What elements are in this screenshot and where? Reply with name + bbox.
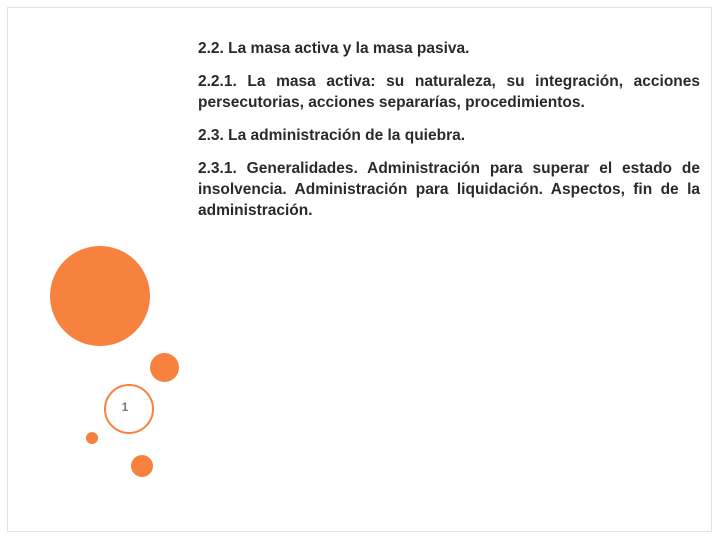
heading-2-2: 2.2. La masa activa y la masa pasiva.: [198, 40, 470, 57]
paragraph-2-2-1: 2.2.1. La masa activa: su naturaleza, su integración, acciones persecutorias, acciones separarías, procedimientos.: [198, 73, 700, 111]
page-number: 1: [121, 400, 129, 414]
heading-2-3: 2.3. La administración de la quiebra.: [198, 127, 466, 144]
decorative-circle-small: [131, 455, 153, 477]
paragraph-2-3-1: 2.3.1. Generalidades. Administración para superar el estado de insolvencia. Administración para liquidación. Aspectos, fin de la administración.: [198, 160, 700, 219]
slide-body: [198, 38, 700, 221]
page-number-badge: [104, 384, 154, 434]
decorative-circle-tiny: [86, 432, 98, 444]
decorative-circle-medium: [150, 353, 179, 382]
decorative-circle-large: [50, 246, 150, 346]
